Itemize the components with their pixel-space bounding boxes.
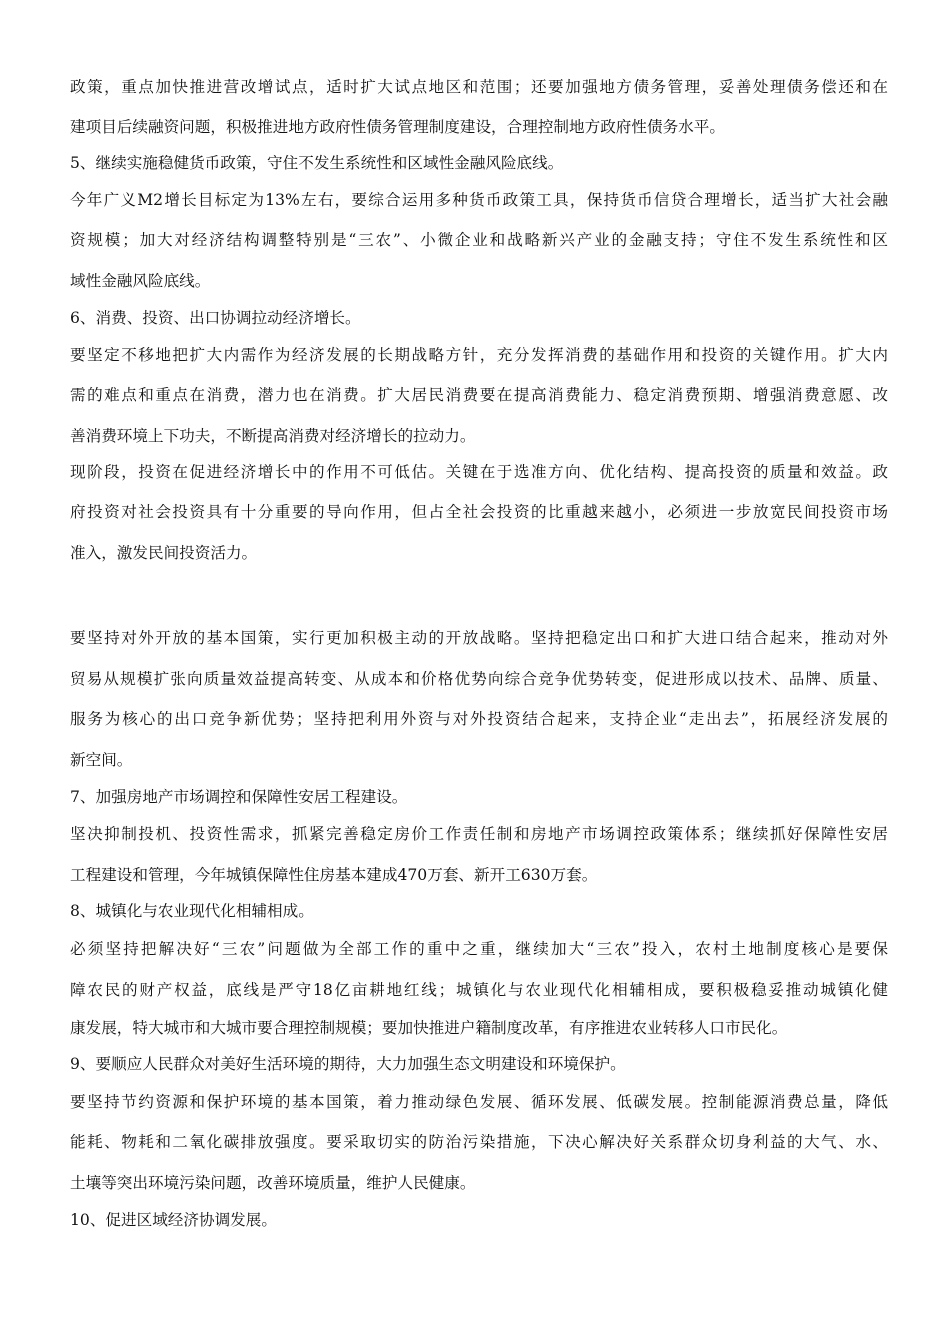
paragraph-line: 康发展，特大城市和大城市要合理控制规模；要加快推进户籍制度改革，有序推进农业转移人口市民化。 — [70, 1019, 788, 1037]
paragraph-line: 新空间。 — [70, 751, 133, 769]
paragraph-line: 政策，重点加快推进营改增试点，适时扩大试点地区和范围；还要加强地方债务管理，妥善处理债务偿还和在 — [70, 78, 888, 96]
paragraph-line: 要坚持对外开放的基本国策，实行更加积极主动的开放战略。坚持把稳定出口和扩大进口结合起来，推动对外 — [70, 629, 888, 647]
paragraph-line: 坚决抑制投机、投资性需求，抓紧完善稳定房价工作责任制和房地产市场调控政策体系；继续抓好保障性安居 — [70, 825, 888, 843]
paragraph-line: 土壤等突出环境污染问题，改善环境质量，维护人民健康。 — [70, 1174, 476, 1192]
paragraph-line: 府投资对社会投资具有十分重要的导向作用，但占全社会投资的比重越来越小，必须进一步放宽民间投资市场 — [70, 503, 888, 521]
paragraph-line: 现阶段，投资在促进经济增长中的作用不可低估。关键在于选准方向、优化结构、提高投资的质量和效益。政 — [70, 463, 888, 481]
paragraph-line: 能耗、物耗和二氧化碳排放强度。要采取切实的防治污染措施，下决心解决好关系群众切身利益的大气、水、 — [70, 1133, 888, 1151]
paragraph-line: 要坚定不移地把扩大内需作为经济发展的长期战略方针，充分发挥消费的基础作用和投资的关键作用。扩大内 — [70, 346, 888, 364]
paragraph-line: 域性金融风险底线。 — [70, 272, 211, 290]
section-heading: 6、消费、投资、出口协调拉动经济增长。 — [70, 309, 361, 327]
paragraph-line: 建项目后续融资问题，积极推进地方政府性债务管理制度建设，合理控制地方政府性债务水平。 — [70, 118, 725, 136]
paragraph-line: 准入，激发民间投资活力。 — [70, 544, 258, 562]
section-heading: 8、城镇化与农业现代化相辅相成。 — [70, 902, 314, 920]
paragraph-line: 工程建设和管理，今年城镇保障性住房基本建成470万套、新开工630万套。 — [70, 866, 598, 884]
paragraph-line: 障农民的财产权益，底线是严守18亿亩耕地红线；城镇化与农业现代化相辅相成，要积极稳妥推动城镇化健 — [70, 981, 888, 999]
paragraph-line: 贸易从规模扩张向质量效益提高转变、从成本和价格优势向综合竞争优势转变，促进形成以技术、品牌、质量、 — [70, 670, 888, 688]
paragraph-line: 要坚持节约资源和保护环境的基本国策，着力推动绿色发展、循环发展、低碳发展。控制能源消费总量，降低 — [70, 1093, 888, 1111]
paragraph-line: 善消费环境上下功夫，不断提高消费对经济增长的拉动力。 — [70, 427, 476, 445]
section-heading: 5、继续实施稳健货币政策，守住不发生系统性和区域性金融风险底线。 — [70, 154, 564, 172]
paragraph-line: 资规模；加大对经济结构调整特别是“三农”、小微企业和战略新兴产业的金融支持；守住不发生系统性和区 — [70, 231, 888, 249]
section-heading: 10、促进区域经济协调发展。 — [70, 1211, 277, 1229]
section-heading: 7、加强房地产市场调控和保障性安居工程建设。 — [70, 788, 408, 806]
paragraph-line: 需的难点和重点在消费，潜力也在消费。扩大居民消费要在提高消费能力、稳定消费预期、增强消费意愿、改 — [70, 386, 888, 404]
section-heading: 9、要顺应人民群众对美好生活环境的期待，大力加强生态文明建设和环境保护。 — [70, 1055, 626, 1073]
paragraph-line: 服务为核心的出口竞争新优势；坚持把利用外资与对外投资结合起来，支持企业“走出去”，拓展经济发展的 — [70, 710, 888, 728]
paragraph-line: 今年广义M2增长目标定为13%左右，要综合运用多种货币政策工具，保持货币信贷合理增长，适当扩大社会融 — [70, 191, 888, 209]
paragraph-line: 必须坚持把解决好“三农”问题做为全部工作的重中之重，继续加大“三农”投入，农村土地制度核心是要保 — [70, 940, 888, 958]
